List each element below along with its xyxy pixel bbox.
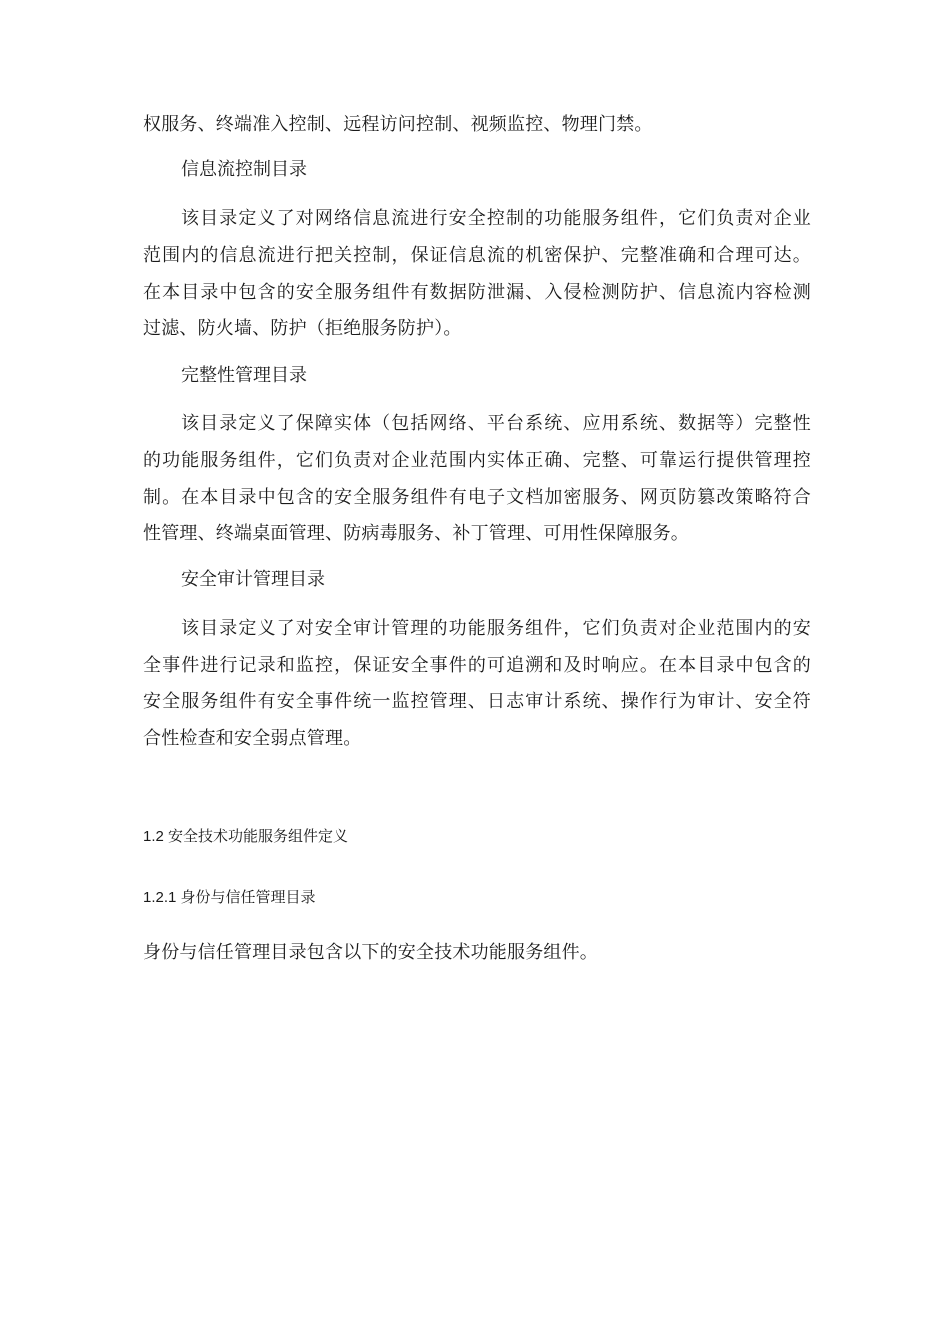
audit-line-1: 该目录定义了对安全审计管理的功能服务组件，它们负责对企业范围内的安 [181,618,811,639]
integrity-title: 完整性管理目录 [181,365,307,386]
audit-line-3: 安全服务组件有安全事件统一监控管理、日志审计系统、操作行为审计、安全符 [143,691,811,712]
integrity-line-1: 该目录定义了保障实体（包括网络、平台系统、应用系统、数据等）完整性 [181,413,811,434]
section-1-2-heading: 1.2 安全技术功能服务组件定义 [143,828,349,845]
info-flow-title: 信息流控制目录 [181,159,307,180]
integrity-line-3: 制。在本目录中包含的安全服务组件有电子文档加密服务、网页防篡改策略符合 [143,487,811,508]
audit-title: 安全审计管理目录 [181,569,325,590]
audit-line-4: 合性检查和安全弱点管理。 [143,728,362,749]
info-flow-line-2: 范围内的信息流进行把关控制，保证信息流的机密保护、完整准确和合理可达。 [143,245,811,266]
audit-line-2: 全事件进行记录和监控，保证安全事件的可追溯和及时响应。在本目录中包含的 [143,655,811,676]
info-flow-line-1: 该目录定义了对网络信息流进行安全控制的功能服务组件，它们负责对企业 [181,208,811,229]
info-flow-line-3: 在本目录中包含的安全服务组件有数据防泄漏、入侵检测防护、信息流内容检测 [143,282,811,303]
continuation-line: 权服务、终端准入控制、远程访问控制、视频监控、物理门禁。 [143,114,653,135]
section-1-2-1-heading: 1.2.1 身份与信任管理目录 [143,889,316,906]
info-flow-line-4: 过滤、防火墙、防护（拒绝服务防护）。 [143,318,462,339]
integrity-line-2: 的功能服务组件，它们负责对企业范围内实体正确、完整、可靠运行提供管理控 [143,450,811,471]
integrity-line-4: 性管理、终端桌面管理、防病毒服务、补丁管理、可用性保障服务。 [143,523,689,544]
section-1-2-1-body: 身份与信任管理目录包含以下的安全技术功能服务组件。 [143,942,598,963]
